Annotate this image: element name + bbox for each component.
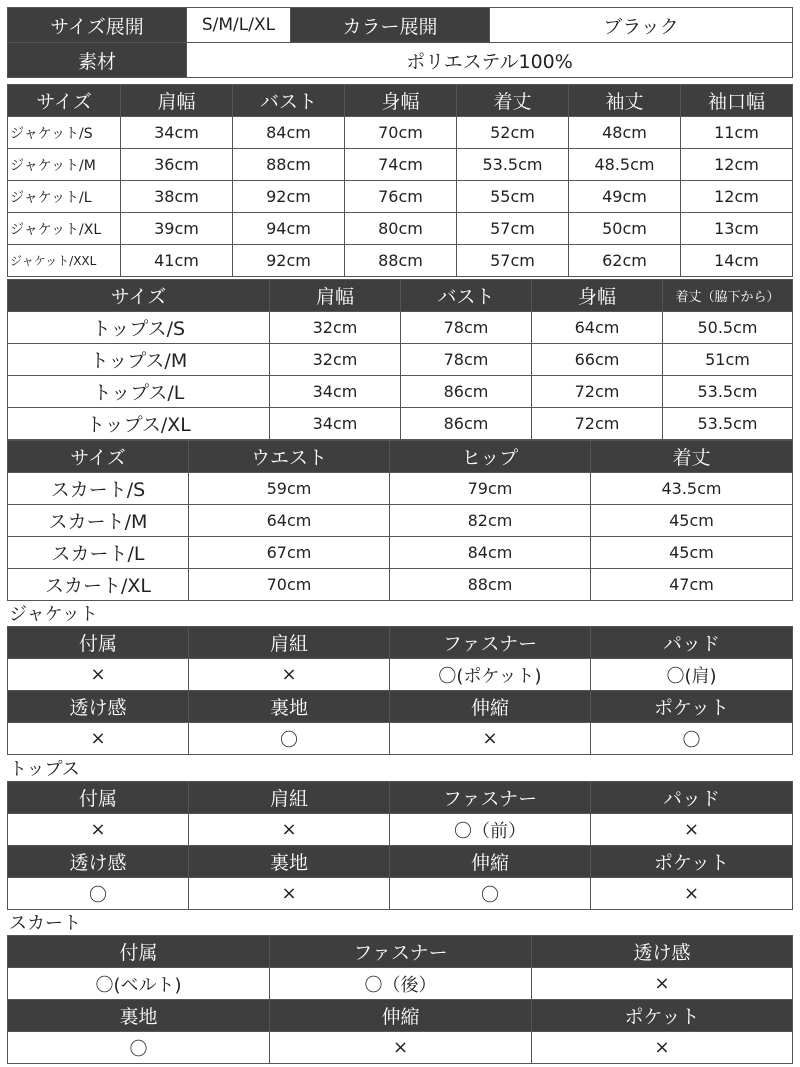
table-row (8, 149, 793, 181)
spec-value: × (8, 814, 189, 846)
table-row (8, 245, 793, 277)
spec-header: 肩組 (189, 782, 390, 814)
row-label: スカート/XL (8, 569, 189, 601)
table-cell: 88cm (233, 149, 345, 181)
row-label: ジャケット/XL (8, 213, 121, 245)
table-cell: 32cm (270, 344, 401, 376)
table-cell: 64cm (532, 312, 663, 344)
table-cell: 53.5cm (663, 408, 793, 440)
spec-value: × (8, 723, 189, 755)
table-cell: 78cm (401, 312, 532, 344)
row-label: ジャケット/L (8, 181, 121, 213)
tops-spec-table (7, 781, 793, 910)
spec-header: ファスナー (270, 936, 532, 968)
table-header: 肩幅 (270, 280, 401, 312)
table-row (8, 117, 793, 149)
table-cell: 64cm (189, 505, 390, 537)
table-cell: 84cm (390, 537, 591, 569)
table-cell: 88cm (345, 245, 457, 277)
spec-header: 透け感 (8, 691, 189, 723)
spec-header: ポケット (591, 846, 793, 878)
row-label: トップス/L (8, 376, 270, 408)
table-header: サイズ (8, 441, 189, 473)
table-cell: 66cm (532, 344, 663, 376)
table-row (8, 213, 793, 245)
spec-header: パッド (591, 782, 793, 814)
table-row (8, 968, 793, 1000)
table-cell: 34cm (270, 376, 401, 408)
table-header: サイズ (8, 85, 121, 117)
row-label: ジャケット/M (8, 149, 121, 181)
spec-value: × (270, 1032, 532, 1064)
jacket-spec-title: ジャケット (9, 604, 98, 625)
table-header: ヒップ (390, 441, 591, 473)
table-cell: 76cm (345, 181, 457, 213)
table-cell: 50cm (569, 213, 681, 245)
table-cell: 67cm (189, 537, 390, 569)
table-cell: 45cm (591, 505, 793, 537)
table-row (8, 312, 793, 344)
tops-spec-title: トップス (9, 759, 80, 780)
spec-header: 付属 (8, 936, 270, 968)
size-range-value: S/M/L/XL (187, 8, 291, 43)
table-cell: 55cm (457, 181, 569, 213)
table-cell: 84cm (233, 117, 345, 149)
table-cell: 72cm (532, 376, 663, 408)
table-cell: 62cm (569, 245, 681, 277)
table-cell: 53.5cm (663, 376, 793, 408)
spec-value: 〇 (189, 723, 390, 755)
spec-header: 伸縮 (390, 846, 591, 878)
spec-value: 〇 (8, 1032, 270, 1064)
table-header: 着丈（脇下から） (663, 280, 793, 312)
spec-header: 裏地 (8, 1000, 270, 1032)
spec-header: 透け感 (532, 936, 793, 968)
spec-value: 〇(ポケット) (390, 659, 591, 691)
table-row (8, 181, 793, 213)
table-row (8, 659, 793, 691)
spec-header: パッド (591, 627, 793, 659)
tops-size-table (7, 279, 793, 440)
table-header: 着丈 (457, 85, 569, 117)
spec-header: ファスナー (390, 782, 591, 814)
table-cell: 52cm (457, 117, 569, 149)
table-cell: 32cm (270, 312, 401, 344)
spec-header: ファスナー (390, 627, 591, 659)
table-header: バスト (401, 280, 532, 312)
spec-value: 〇（前） (390, 814, 591, 846)
spec-value: 〇 (390, 878, 591, 910)
table-cell: 12cm (681, 181, 793, 213)
jacket-size-table (7, 84, 793, 277)
table-cell: 94cm (233, 213, 345, 245)
table-cell: 82cm (390, 505, 591, 537)
color-range-value: ブラック (490, 8, 793, 43)
table-header: バスト (233, 85, 345, 117)
table-cell: 43.5cm (591, 473, 793, 505)
table-row (8, 569, 793, 601)
size-range-label: サイズ展開 (8, 8, 187, 43)
table-cell: 86cm (401, 408, 532, 440)
table-cell: 36cm (121, 149, 233, 181)
spec-header: ポケット (591, 691, 793, 723)
table-header: ウエスト (189, 441, 390, 473)
spec-value: × (189, 659, 390, 691)
spec-header: 伸縮 (390, 691, 591, 723)
spec-header: 肩組 (189, 627, 390, 659)
table-cell: 50.5cm (663, 312, 793, 344)
spec-header: 裏地 (189, 691, 390, 723)
spec-value: 〇(ベルト) (8, 968, 270, 1000)
table-cell: 38cm (121, 181, 233, 213)
table-cell: 39cm (121, 213, 233, 245)
table-row (8, 814, 793, 846)
table-cell: 48.5cm (569, 149, 681, 181)
jacket-spec-table (7, 626, 793, 755)
table-cell: 70cm (345, 117, 457, 149)
table-row (8, 878, 793, 910)
table-cell: 57cm (457, 213, 569, 245)
row-label: トップス/XL (8, 408, 270, 440)
row-label: トップス/M (8, 344, 270, 376)
spec-value: 〇（後） (270, 968, 532, 1000)
spec-value: × (532, 968, 793, 1000)
table-cell: 48cm (569, 117, 681, 149)
spec-value: × (591, 878, 793, 910)
table-cell: 34cm (270, 408, 401, 440)
row-label: スカート/L (8, 537, 189, 569)
table-cell: 92cm (233, 245, 345, 277)
info-table (7, 7, 793, 78)
table-cell: 80cm (345, 213, 457, 245)
table-cell: 70cm (189, 569, 390, 601)
skirt-spec-table (7, 935, 793, 1064)
table-cell: 51cm (663, 344, 793, 376)
material-value: ポリエステル100% (187, 43, 793, 78)
spec-value: × (591, 814, 793, 846)
table-cell: 47cm (591, 569, 793, 601)
row-label: トップス/S (8, 312, 270, 344)
spec-value: 〇 (8, 878, 189, 910)
spec-value: 〇 (591, 723, 793, 755)
table-header: 袖丈 (569, 85, 681, 117)
table-cell: 57cm (457, 245, 569, 277)
table-cell: 14cm (681, 245, 793, 277)
table-row (8, 537, 793, 569)
spec-value: × (390, 723, 591, 755)
table-cell: 53.5cm (457, 149, 569, 181)
table-cell: 59cm (189, 473, 390, 505)
table-row (8, 1032, 793, 1064)
table-cell: 88cm (390, 569, 591, 601)
table-cell: 34cm (121, 117, 233, 149)
spec-header: 伸縮 (270, 1000, 532, 1032)
skirt-size-table (7, 440, 793, 601)
table-header: 肩幅 (121, 85, 233, 117)
table-cell: 12cm (681, 149, 793, 181)
spec-value: × (8, 659, 189, 691)
skirt-spec-title: スカート (9, 913, 81, 934)
table-cell: 86cm (401, 376, 532, 408)
table-header: 袖口幅 (681, 85, 793, 117)
table-row (8, 376, 793, 408)
spec-value: 〇(肩) (591, 659, 793, 691)
row-label: スカート/M (8, 505, 189, 537)
table-row (8, 505, 793, 537)
row-label: ジャケット/XXL (8, 245, 121, 277)
spec-header: 付属 (8, 627, 189, 659)
table-cell: 79cm (390, 473, 591, 505)
table-cell: 72cm (532, 408, 663, 440)
spec-header: 裏地 (189, 846, 390, 878)
table-cell: 41cm (121, 245, 233, 277)
table-cell: 74cm (345, 149, 457, 181)
table-row (8, 408, 793, 440)
table-header: 身幅 (345, 85, 457, 117)
table-cell: 78cm (401, 344, 532, 376)
row-label: ジャケット/S (8, 117, 121, 149)
table-cell: 11cm (681, 117, 793, 149)
spec-value: × (189, 814, 390, 846)
row-label: スカート/S (8, 473, 189, 505)
table-row (8, 723, 793, 755)
table-header: サイズ (8, 280, 270, 312)
table-cell: 92cm (233, 181, 345, 213)
table-cell: 13cm (681, 213, 793, 245)
material-label: 素材 (8, 43, 187, 78)
table-row (8, 473, 793, 505)
spec-header: 付属 (8, 782, 189, 814)
spec-header: 透け感 (8, 846, 189, 878)
table-header: 着丈 (591, 441, 793, 473)
table-row (8, 344, 793, 376)
table-cell: 49cm (569, 181, 681, 213)
spec-value: × (189, 878, 390, 910)
table-cell: 45cm (591, 537, 793, 569)
color-range-label: カラー展開 (291, 8, 490, 43)
spec-header: ポケット (532, 1000, 793, 1032)
table-header: 身幅 (532, 280, 663, 312)
spec-value: × (532, 1032, 793, 1064)
